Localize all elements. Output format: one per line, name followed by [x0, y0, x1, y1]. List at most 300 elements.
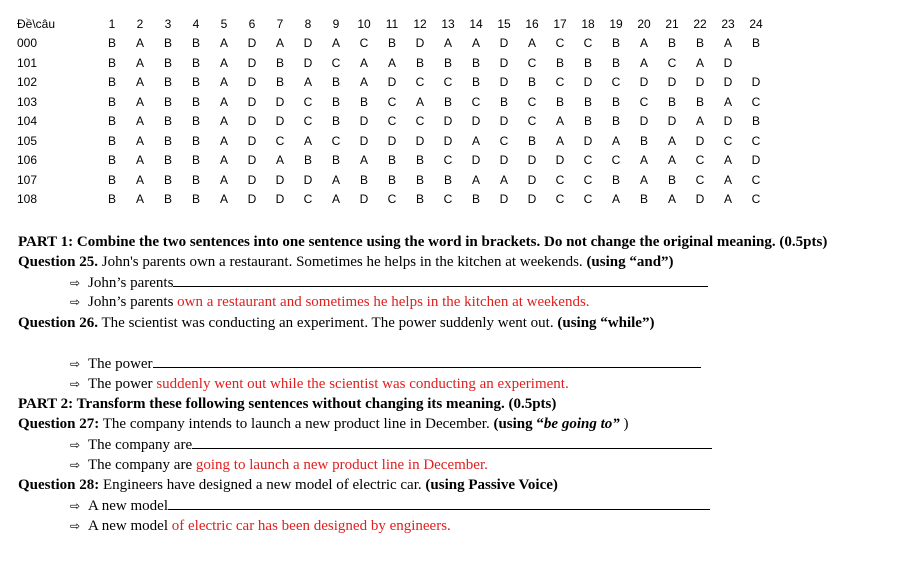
- answer-cell: A: [135, 75, 144, 90]
- answer-cell: D: [723, 75, 733, 90]
- answer-cell: B: [107, 75, 116, 90]
- answer-cell: A: [219, 94, 228, 109]
- answer-cell: A: [219, 172, 228, 187]
- answer-cell: B: [667, 172, 676, 187]
- answer-cell: A: [359, 153, 368, 168]
- answer-cell: B: [163, 55, 172, 70]
- question-27-prompt: The company are: [88, 437, 193, 453]
- question-26-text: The scientist was conducting an experiment. The power suddenly went out.: [98, 315, 558, 331]
- answer-cell: B: [387, 153, 396, 168]
- answer-cell: A: [219, 55, 228, 70]
- answer-cell: A: [359, 55, 368, 70]
- answer-cell: B: [583, 94, 592, 109]
- answer-cell: B: [331, 94, 340, 109]
- answer-cell: A: [667, 192, 676, 207]
- answer-cell: A: [331, 192, 340, 207]
- answer-cell: B: [107, 133, 116, 148]
- question-28-answer-line: [70, 517, 451, 535]
- answer-cell: A: [499, 172, 508, 187]
- answer-cell: B: [415, 172, 424, 187]
- answer-cell: B: [303, 153, 312, 168]
- answer-cell: A: [723, 36, 732, 51]
- answer-cell: B: [527, 75, 536, 90]
- table-row: [16, 53, 770, 73]
- answer-cell: C: [583, 36, 593, 51]
- answer-cell: B: [611, 94, 620, 109]
- answer-cell: A: [723, 172, 732, 187]
- question-25-answer-line: [70, 293, 590, 311]
- answer-cell: D: [555, 153, 565, 168]
- answer-cell: B: [107, 55, 116, 70]
- answer-cell: C: [443, 153, 453, 168]
- answer-cell: A: [219, 36, 228, 51]
- answer-cell: A: [667, 153, 676, 168]
- answer-cell: C: [555, 192, 565, 207]
- answer-cell: B: [527, 133, 536, 148]
- question-27-prompt-line: [70, 435, 712, 454]
- answer-cell: D: [499, 75, 509, 90]
- answer-cell: C: [443, 192, 453, 207]
- answer-cell: A: [723, 192, 732, 207]
- answer-cell: A: [135, 133, 144, 148]
- answer-cell: D: [359, 133, 369, 148]
- answer-cell: D: [303, 172, 313, 187]
- answer-cell: A: [303, 75, 312, 90]
- question-25-prompt-line: [70, 273, 708, 292]
- question-26-prompt-line: [70, 354, 701, 373]
- answer-cell: B: [695, 94, 704, 109]
- answer-cell: B: [359, 172, 368, 187]
- answer-cell: B: [471, 192, 480, 207]
- answer-cell: A: [275, 36, 284, 51]
- answer-cell: A: [723, 94, 732, 109]
- answer-cell: C: [751, 172, 761, 187]
- answer-cell: B: [163, 133, 172, 148]
- answer-cell: B: [359, 94, 368, 109]
- answer-cell: C: [331, 133, 341, 148]
- exam-code-cell: 101: [17, 55, 38, 70]
- answer-cell: C: [387, 192, 397, 207]
- table-row: [16, 170, 770, 190]
- question-number-header: 2: [136, 16, 144, 31]
- answer-cell: D: [359, 192, 369, 207]
- answer-cell: D: [303, 36, 313, 51]
- answer-cell: B: [163, 94, 172, 109]
- answer-cell: A: [611, 133, 620, 148]
- answer-cell: D: [443, 114, 453, 129]
- answer-cell: B: [415, 153, 424, 168]
- answer-cell: A: [219, 153, 228, 168]
- answer-cell: C: [275, 133, 285, 148]
- question-number-header: 18: [581, 16, 595, 31]
- answer-cell: A: [331, 36, 340, 51]
- answer-cell: B: [443, 55, 452, 70]
- answer-cell: A: [639, 153, 648, 168]
- answer-cell: B: [331, 114, 340, 129]
- answer-cell: D: [695, 75, 705, 90]
- answer-cell: A: [667, 133, 676, 148]
- answer-cell: B: [415, 55, 424, 70]
- answer-cell: B: [163, 153, 172, 168]
- answer-cell: D: [527, 153, 537, 168]
- answer-cell: B: [611, 114, 620, 129]
- answer-cell: D: [247, 153, 257, 168]
- answer-cell: D: [247, 75, 257, 90]
- question-number-header: 4: [192, 16, 200, 31]
- answer-cell: B: [191, 55, 200, 70]
- answer-cell: A: [695, 55, 704, 70]
- part2-heading: PART 2: Transform these following sentences without changing its meaning. (0.5pts): [18, 396, 557, 412]
- answer-cell: D: [275, 192, 285, 207]
- question-28-answer: of electric car has been designed by engineers.: [171, 518, 451, 534]
- answer-cell: A: [303, 133, 312, 148]
- arrow-icon: ⇨: [70, 458, 81, 472]
- question-number-header: 16: [525, 16, 539, 31]
- arrow-icon: ⇨: [70, 276, 81, 290]
- answer-cell: C: [471, 94, 481, 109]
- answer-blank: [173, 273, 708, 287]
- question-number-header: 10: [357, 16, 371, 31]
- exam-code-cell: 104: [17, 114, 38, 129]
- question-26-prompt: The power: [88, 356, 153, 372]
- exam-code-cell: 102: [17, 75, 38, 90]
- question-28-prompt-line: [70, 496, 710, 515]
- question-27-answer: going to launch a new product line in December.: [195, 457, 488, 473]
- answer-cell: B: [191, 133, 200, 148]
- answer-cell: D: [499, 153, 509, 168]
- question-26-label: Question 26.: [18, 315, 99, 331]
- answer-key-table: [16, 14, 770, 209]
- answer-cell: A: [723, 153, 732, 168]
- answer-cell: B: [611, 172, 620, 187]
- exam-code-cell: 000: [17, 36, 38, 51]
- answer-cell: D: [639, 114, 649, 129]
- answer-cell: C: [303, 114, 313, 129]
- arrow-icon: ⇨: [70, 438, 81, 452]
- answer-cell: B: [667, 36, 676, 51]
- answer-cell: D: [247, 36, 257, 51]
- question-number-header: 9: [332, 16, 340, 31]
- answer-cell: D: [247, 114, 257, 129]
- answer-cell: C: [667, 55, 677, 70]
- answer-cell: B: [499, 94, 508, 109]
- answer-cell: [742, 53, 770, 73]
- answer-cell: B: [275, 55, 284, 70]
- answer-cell: B: [107, 192, 116, 207]
- question-number-header: 24: [749, 16, 763, 31]
- answer-cell: B: [191, 172, 200, 187]
- question-27-hint-phrase: be going to”: [543, 416, 620, 432]
- answer-cell: D: [471, 114, 481, 129]
- answer-cell: D: [247, 55, 257, 70]
- answer-cell: B: [611, 36, 620, 51]
- question-28-label: Question 28:: [18, 477, 100, 493]
- table-row: [16, 73, 770, 93]
- table-row: [16, 112, 770, 132]
- answer-cell: C: [303, 94, 313, 109]
- answer-cell: D: [499, 114, 509, 129]
- answer-cell: C: [443, 75, 453, 90]
- question-25-hint: (using “and”): [586, 254, 674, 270]
- answer-cell: A: [219, 133, 228, 148]
- answer-cell: C: [527, 55, 537, 70]
- answer-cell: C: [387, 94, 397, 109]
- answer-cell: D: [723, 55, 733, 70]
- question-number-header: 3: [164, 16, 172, 31]
- answer-cell: A: [611, 192, 620, 207]
- answer-cell: B: [191, 114, 200, 129]
- exam-code-cell: 103: [17, 94, 38, 109]
- answer-cell: B: [107, 36, 116, 51]
- answer-cell: B: [583, 55, 592, 70]
- answer-cell: D: [583, 75, 593, 90]
- answer-cell: B: [107, 172, 116, 187]
- question-number-header: 5: [220, 16, 228, 31]
- question-28-answer-prefix: A new model: [88, 518, 172, 534]
- answer-cell: A: [219, 75, 228, 90]
- question-number-header: 8: [304, 16, 312, 31]
- answer-cell: B: [387, 172, 396, 187]
- answer-cell: B: [555, 94, 564, 109]
- answer-blank: [192, 435, 712, 449]
- answer-cell: C: [695, 153, 705, 168]
- answer-cell: D: [275, 172, 285, 187]
- answer-blank: [153, 354, 701, 368]
- arrow-icon: ⇨: [70, 357, 81, 371]
- answer-cell: D: [499, 192, 509, 207]
- answer-cell: A: [135, 94, 144, 109]
- answer-cell: A: [415, 94, 424, 109]
- answer-cell: B: [163, 75, 172, 90]
- answer-cell: D: [667, 114, 677, 129]
- table-row: [16, 151, 770, 171]
- answer-cell: B: [443, 172, 452, 187]
- question-27: [18, 415, 629, 433]
- answer-cell: A: [527, 36, 536, 51]
- exam-code-cell: 105: [17, 133, 38, 148]
- question-26-answer-prefix: The power: [88, 376, 157, 392]
- answer-cell: B: [387, 36, 396, 51]
- question-25-answer-prefix: John’s parents: [88, 294, 178, 310]
- question-number-header: 7: [276, 16, 284, 31]
- answer-cell: D: [667, 75, 677, 90]
- answer-cell: D: [359, 114, 369, 129]
- answer-cell: B: [191, 94, 200, 109]
- question-number-header: 20: [637, 16, 651, 31]
- answer-blank: [168, 496, 710, 510]
- answer-cell: B: [695, 36, 704, 51]
- question-number-header: 19: [609, 16, 623, 31]
- answer-cell: C: [583, 153, 593, 168]
- answer-cell: A: [471, 172, 480, 187]
- answer-cell: D: [751, 153, 761, 168]
- answer-cell: B: [555, 55, 564, 70]
- answer-cell: D: [415, 36, 425, 51]
- question-27-hint-close: ): [619, 416, 629, 432]
- answer-cell: C: [359, 36, 369, 51]
- answer-cell: D: [387, 75, 397, 90]
- answer-cell: B: [163, 36, 172, 51]
- answer-cell: D: [247, 192, 257, 207]
- arrow-icon: ⇨: [70, 377, 81, 391]
- part1-heading: PART 1: Combine the two sentences into one sentence using the word in brackets. Do not change the original meaning. (0.5pts): [18, 234, 828, 250]
- question-number-header: 15: [497, 16, 511, 31]
- answer-cell: A: [443, 36, 452, 51]
- answer-cell: B: [191, 153, 200, 168]
- question-number-header: 12: [413, 16, 427, 31]
- answer-cell: C: [527, 114, 537, 129]
- answer-cell: C: [415, 75, 425, 90]
- exam-code-cell: 108: [17, 192, 38, 207]
- answer-cell: B: [107, 114, 116, 129]
- answer-cell: D: [275, 94, 285, 109]
- question-25: [18, 253, 674, 271]
- answer-cell: C: [751, 94, 761, 109]
- arrow-icon: ⇨: [70, 499, 81, 513]
- question-28: [18, 476, 558, 494]
- question-27-hint-open: (using “: [493, 416, 544, 432]
- question-26-hint: (using “while”): [557, 315, 655, 331]
- answer-cell: D: [695, 133, 705, 148]
- answer-cell: C: [611, 75, 621, 90]
- answer-cell: A: [275, 153, 284, 168]
- answer-cell: C: [583, 192, 593, 207]
- answer-cell: A: [555, 114, 564, 129]
- answer-cell: B: [107, 153, 116, 168]
- answer-cell: C: [751, 133, 761, 148]
- table-corner-label: Đề\câu: [17, 16, 56, 31]
- answer-cell: A: [387, 55, 396, 70]
- question-27-text: The company intends to launch a new product line in December.: [99, 416, 494, 432]
- question-25-prompt: John’s parents: [88, 275, 174, 291]
- question-number-header: 22: [693, 16, 707, 31]
- answer-cell: C: [303, 192, 313, 207]
- answer-cell: C: [331, 55, 341, 70]
- table-row: [16, 131, 770, 151]
- answer-cell: A: [135, 192, 144, 207]
- question-number-header: 23: [721, 16, 735, 31]
- question-26: [18, 314, 654, 332]
- answer-cell: D: [303, 55, 313, 70]
- answer-cell: A: [359, 75, 368, 90]
- question-number-header: 21: [665, 16, 679, 31]
- answer-cell: A: [135, 36, 144, 51]
- answer-cell: C: [527, 94, 537, 109]
- answer-cell: C: [751, 192, 761, 207]
- answer-cell: B: [415, 192, 424, 207]
- answer-cell: D: [471, 153, 481, 168]
- answer-cell: A: [639, 36, 648, 51]
- answer-cell: B: [191, 36, 200, 51]
- table-row: [16, 190, 770, 210]
- answer-cell: B: [331, 75, 340, 90]
- question-number-header: 13: [441, 16, 455, 31]
- question-26-answer: suddenly went out while the scientist was conducting an experiment.: [156, 376, 569, 392]
- answer-cell: C: [639, 94, 649, 109]
- answer-cell: D: [751, 75, 761, 90]
- answer-cell: C: [583, 172, 593, 187]
- answer-cell: D: [247, 94, 257, 109]
- answer-cell: C: [415, 114, 425, 129]
- answer-cell: D: [499, 55, 509, 70]
- answer-cell: B: [583, 114, 592, 129]
- answer-cell: B: [751, 114, 760, 129]
- answer-cell: D: [639, 75, 649, 90]
- answer-cell: B: [443, 94, 452, 109]
- answer-cell: D: [247, 172, 257, 187]
- answer-cell: C: [611, 153, 621, 168]
- question-number-header: 17: [553, 16, 567, 31]
- answer-cell: B: [611, 55, 620, 70]
- answer-cell: C: [695, 172, 705, 187]
- answer-cell: A: [639, 172, 648, 187]
- answer-cell: A: [135, 172, 144, 187]
- answer-cell: B: [331, 153, 340, 168]
- answer-cell: B: [107, 94, 116, 109]
- arrow-icon: ⇨: [70, 519, 81, 533]
- question-number-header: 11: [385, 16, 399, 31]
- answer-cell: A: [695, 114, 704, 129]
- answer-cell: D: [387, 133, 397, 148]
- answer-cell: A: [135, 153, 144, 168]
- question-26-answer-line: [70, 375, 569, 393]
- answer-cell: D: [583, 133, 593, 148]
- answer-cell: D: [527, 192, 537, 207]
- answer-cell: C: [723, 133, 733, 148]
- answer-cell: C: [555, 172, 565, 187]
- question-number-header: 1: [108, 16, 116, 31]
- answer-cell: B: [163, 172, 172, 187]
- answer-cell: A: [219, 114, 228, 129]
- answer-cell: B: [163, 192, 172, 207]
- question-number-header: 14: [469, 16, 483, 31]
- answer-cell: B: [471, 55, 480, 70]
- answer-cell: B: [191, 192, 200, 207]
- answer-cell: D: [275, 114, 285, 129]
- question-28-prompt: A new model: [88, 498, 168, 514]
- arrow-icon: ⇨: [70, 295, 81, 309]
- answer-cell: A: [555, 133, 564, 148]
- answer-cell: B: [191, 75, 200, 90]
- answer-cell: B: [471, 75, 480, 90]
- answer-cell: B: [667, 94, 676, 109]
- question-25-answer: own a restaurant and sometimes he helps in the kitchen at weekends.: [177, 294, 590, 310]
- question-number-header: 6: [248, 16, 256, 31]
- answer-cell: A: [135, 55, 144, 70]
- answer-cell: B: [639, 133, 648, 148]
- answer-cell: D: [443, 133, 453, 148]
- answer-cell: B: [639, 192, 648, 207]
- answer-cell: A: [219, 192, 228, 207]
- exam-code-cell: 107: [17, 172, 38, 187]
- answer-cell: D: [527, 172, 537, 187]
- answer-cell: D: [723, 114, 733, 129]
- answer-cell: B: [163, 114, 172, 129]
- question-27-answer-line: [70, 456, 488, 474]
- question-25-text: John's parents own a restaurant. Sometimes he helps in the kitchen at weekends.: [98, 254, 587, 270]
- question-25-label: Question 25.: [18, 254, 99, 270]
- answer-cell: A: [639, 55, 648, 70]
- question-28-text: Engineers have designed a new model of electric car.: [99, 477, 426, 493]
- exam-code-cell: 106: [17, 153, 38, 168]
- question-28-hint: (using Passive Voice): [425, 477, 558, 493]
- answer-cell: B: [275, 75, 284, 90]
- answer-cell: A: [331, 172, 340, 187]
- answer-cell: A: [471, 36, 480, 51]
- answer-cell: C: [555, 75, 565, 90]
- answer-cell: C: [387, 114, 397, 129]
- answer-cell: D: [247, 133, 257, 148]
